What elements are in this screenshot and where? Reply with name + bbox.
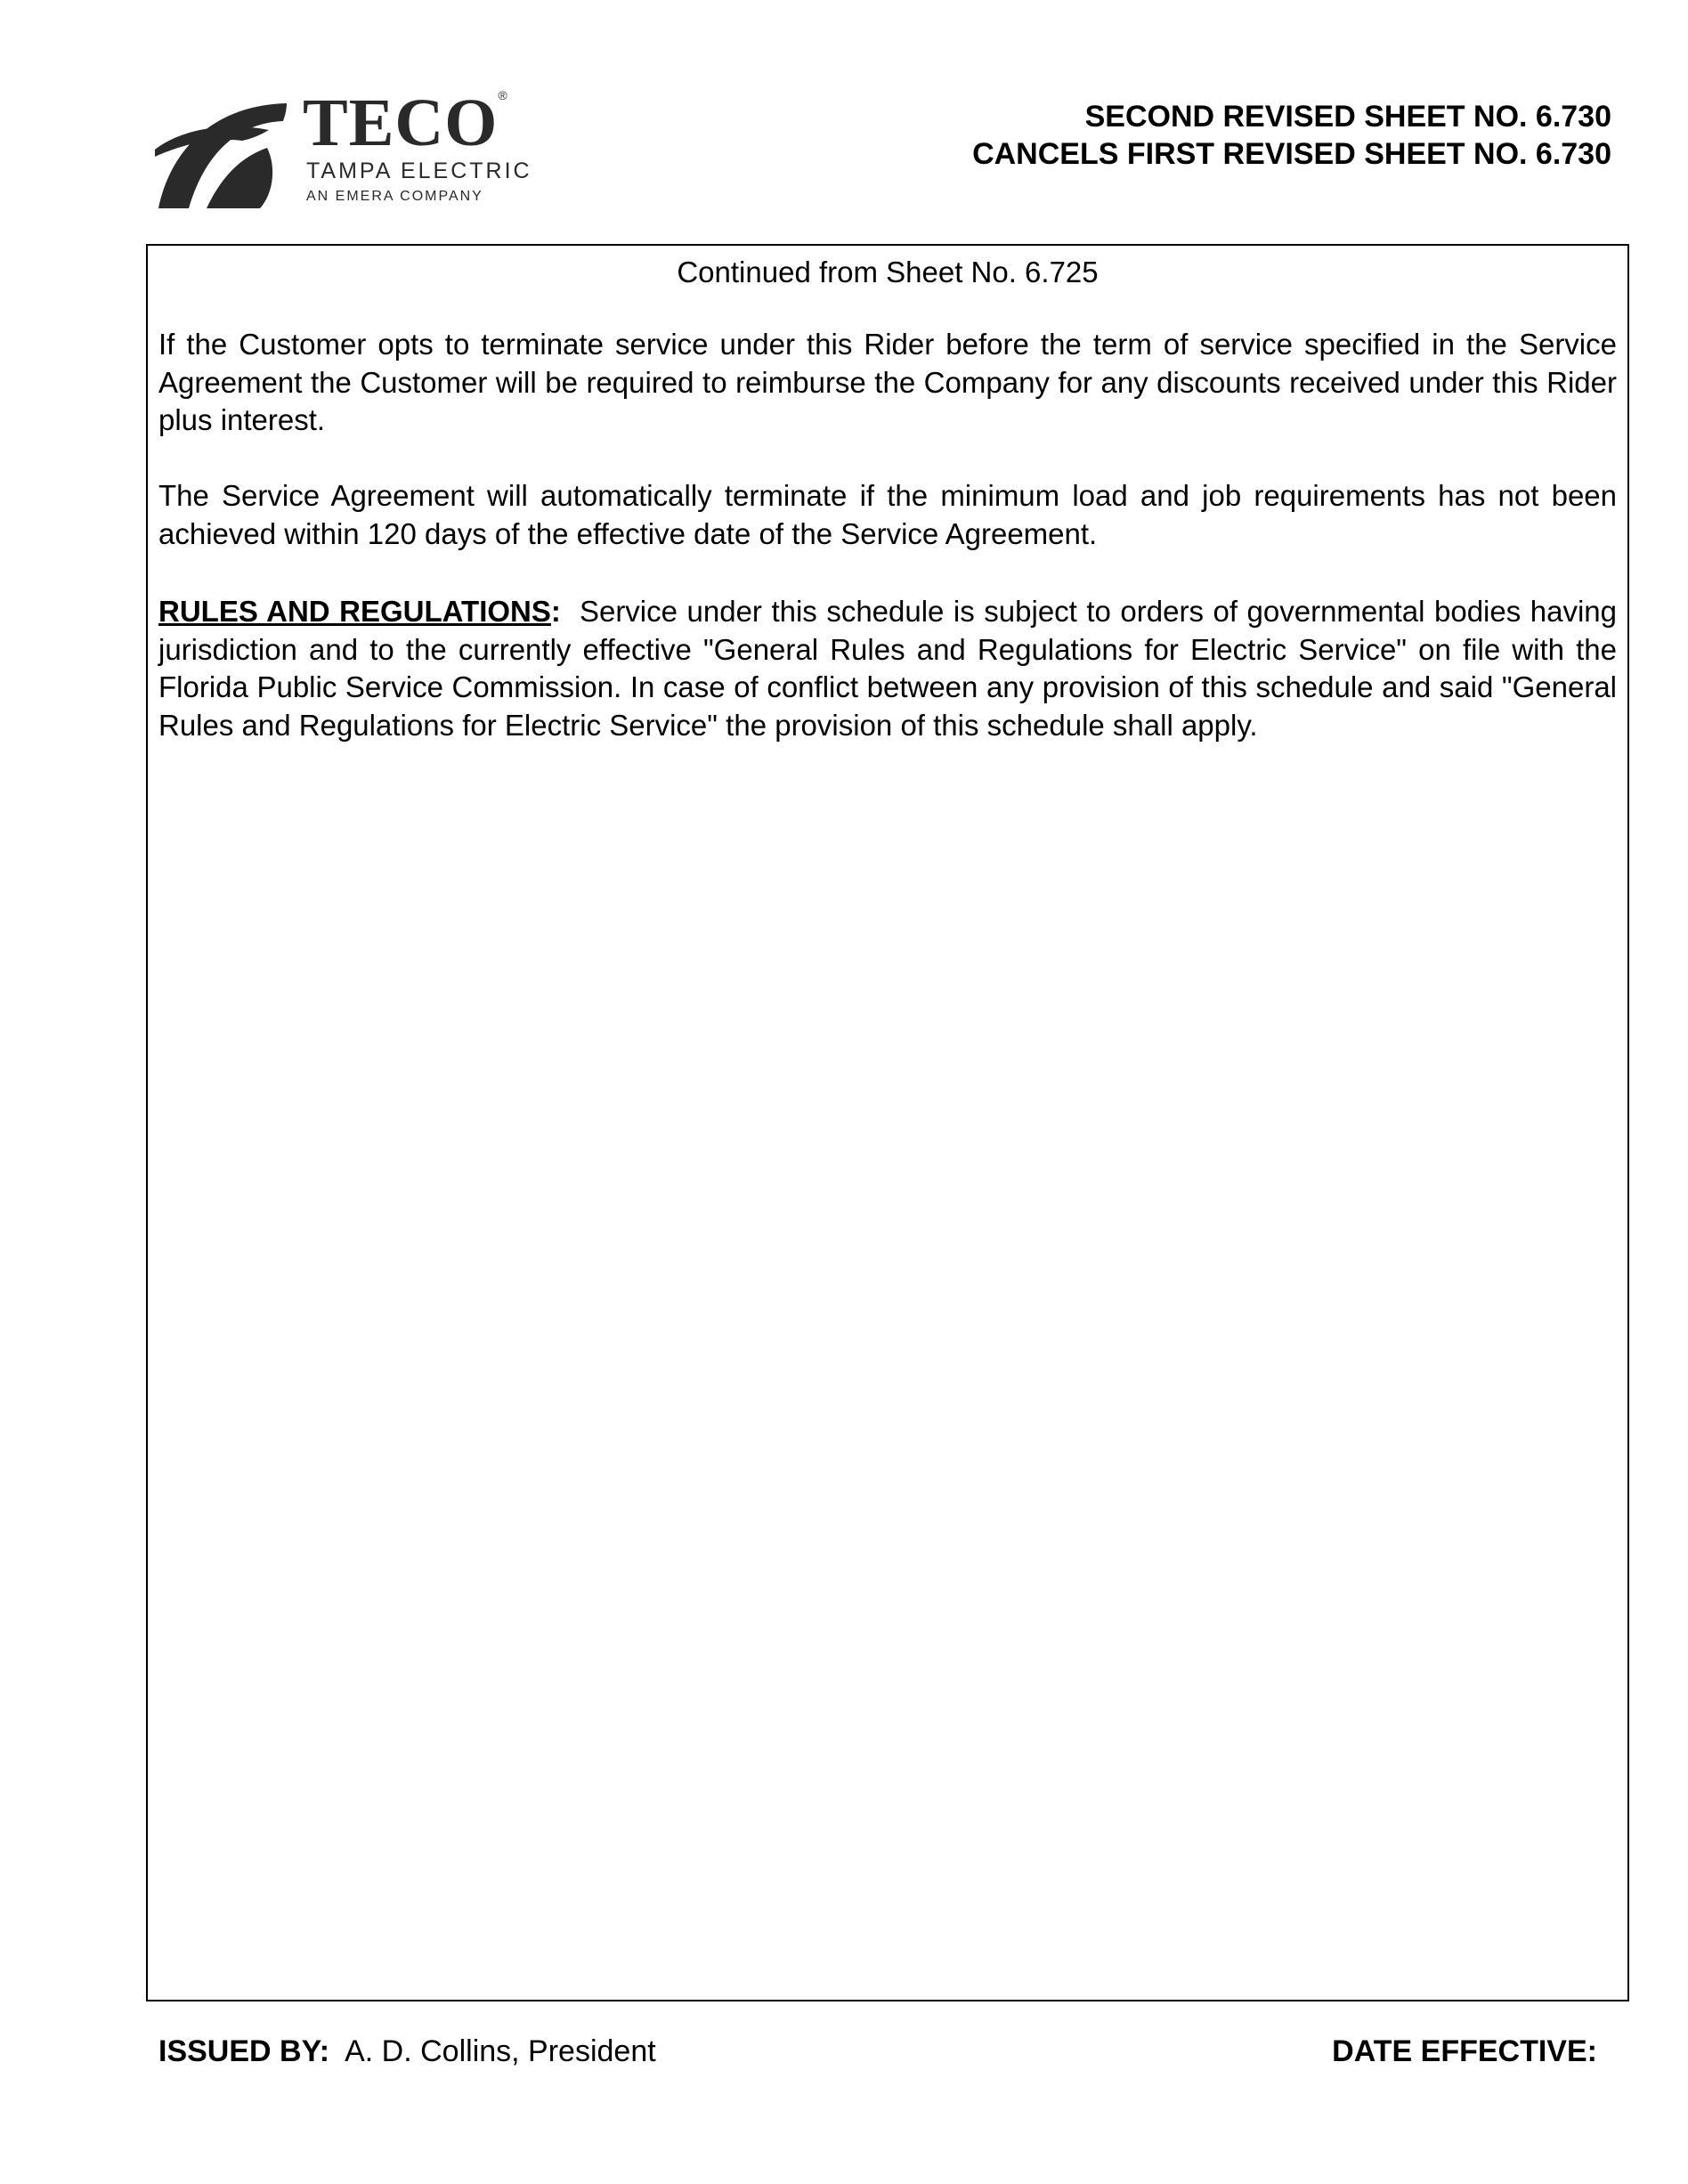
date-effective-label: DATE EFFECTIVE: [1332, 2034, 1597, 2068]
continued-note: Continued from Sheet No. 6.725 [677, 256, 1099, 288]
logo-subtitle: TAMPA ELECTRIC [306, 158, 532, 183]
teco-swoosh-icon [153, 94, 287, 210]
logo-wordmark: TECO® [303, 85, 508, 160]
sheet-cancels: CANCELS FIRST REVISED SHEET NO. 6.730 [972, 137, 1611, 171]
rules-text: Service under this schedule is subject to orders of governmental bodies having jurisdiction and to the currently effective "General Rules and Regulations for Electric Service" on file with the Florida Public Service Commission. In case of conflict between any provision of this schedule and said "General Rules and Regulations for Electric Service" the provision of this schedule shall apply. [158, 595, 1618, 742]
issued-by [158, 2032, 656, 2071]
teco-logo [153, 85, 598, 214]
termination-paragraph: If the Customer opts to terminate service under this Rider before the term of service specified in the Service Agreement the Customer will be required to reimburse the Company for any discounts received under this Rider plus interest. [158, 328, 1617, 436]
content-box [146, 244, 1629, 2001]
rules-paragraph: RULES AND REGULATIONS: Service under this schedule is subject to orders of governmental bodies having jurisdiction and to the currently effective "General Rules and Regulations for Electric Service" on file with the Florida Public Service Commission. In case of conflict between any provision of this schedule and said "General Rules and Regulations for Electric Service" the provision of this schedule shall apply. [158, 595, 1618, 742]
issued-by-label: ISSUED BY: [158, 2034, 330, 2068]
sheet-number: SECOND REVISED SHEET NO. 6.730 [1084, 100, 1611, 134]
issued-by-value: A. D. Collins, President [345, 2034, 656, 2068]
rules-heading: RULES AND REGULATIONS [158, 595, 551, 628]
logo-tagline: AN EMERA COMPANY [306, 189, 483, 204]
sheet-header [972, 98, 1611, 173]
auto-termination-paragraph: The Service Agreement will automatically terminate if the minimum load and job requirements has not been achieved within 120 days of the effective date of the Service Agreement. [158, 479, 1617, 550]
